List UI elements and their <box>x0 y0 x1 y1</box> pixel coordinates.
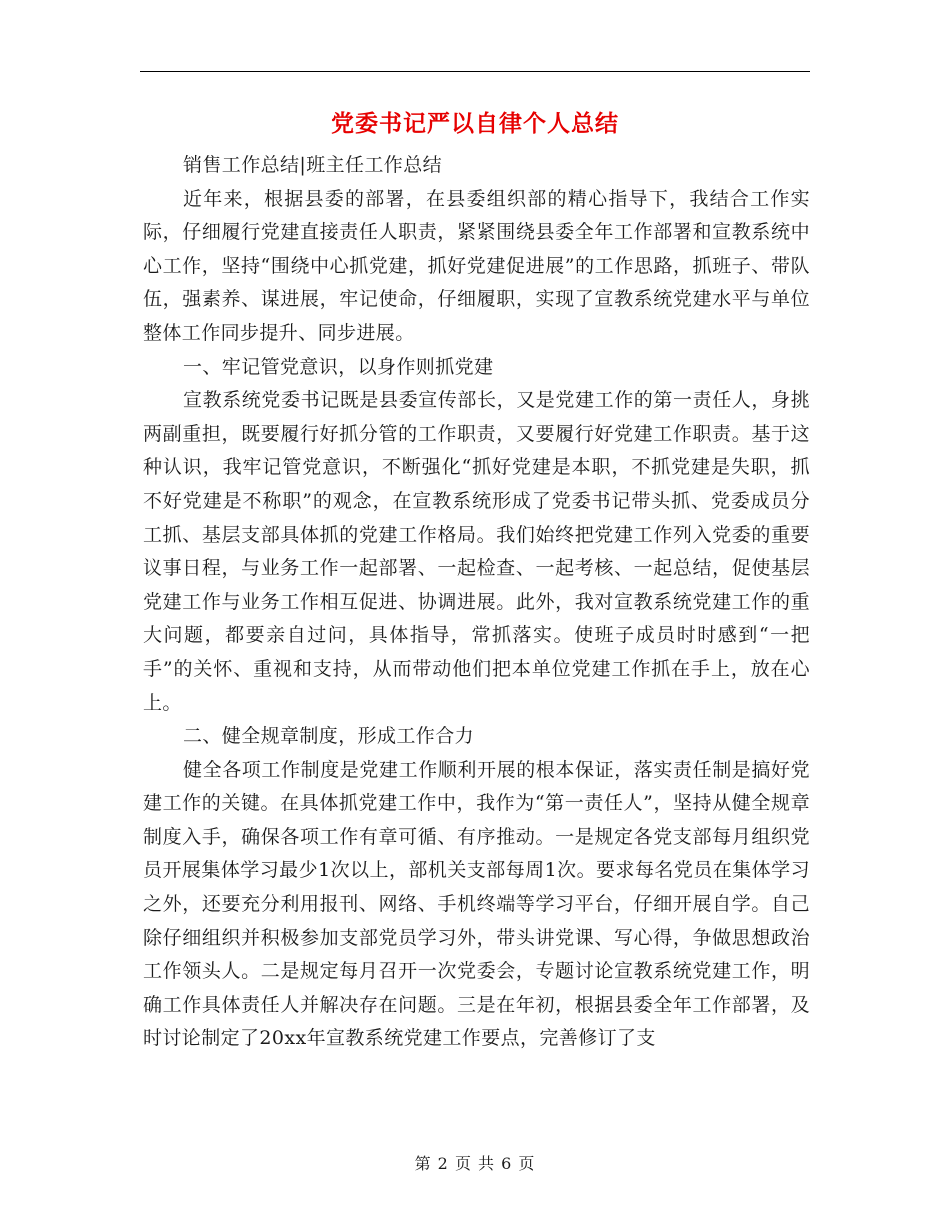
document-body <box>143 149 810 1056</box>
document-title: 党委书记严以自律个人总结 <box>331 110 619 137</box>
header-rule <box>140 71 810 72</box>
section-heading-2: 二、健全规章制度，形成工作合力 <box>183 725 475 748</box>
paragraph-intro: 近年来，根据县委的部署，在县委组织部的精心指导下，我结合工作实际，仔细履行党建直接责任人职责，紧紧围绕县委全年工作部署和宣教系统中心工作，坚持“围绕中心抓党建，抓好党建促进展”的工作思路，抓班子、带队伍，强素养、谋进展，牢记使命，仔细履职，实现了宣教系统党建水平与单位整体工作同步提升、同步进展。 <box>143 187 810 344</box>
page-number: 第 2 页 共 6 页 <box>414 1154 536 1173</box>
paragraph-section-2: 健全各项工作制度是党建工作顺利开展的根本保证，落实责任制是搞好党建工作的关键。在具体抓党建工作中，我作为“第一责任人”，坚持从健全规章制度入手，确保各项工作有章可循、有序推动。一是规定各党支部每月组织党员开展集体学习最少1次以上，部机关支部每周1次。要求每名党员在集体学习之外，还要充分利用报刊、网络、手机终端等学习平台，仔细开展自学。自己除仔细组织并积极参加支部党员学习外，带头讲党课、写心得，争做思想政治工作领头人。二是规定每月召开一次党委会，专题讨论宣教系统党建工作，明确工作具体责任人并解决存在问题。三是在年初，根据县委全年工作部署，及时讨论制定了20xx年宣教系统党建工作要点，完善修订了支 <box>143 758 810 1050</box>
subtitle-line: 销售工作总结|班主任工作总结 <box>183 154 443 176</box>
paragraph-section-1: 宣教系统党委书记既是县委宣传部长，又是党建工作的第一责任人，身挑两副重担，既要履行好抓分管的工作职责，又要履行好党建工作职责。基于这种认识，我牢记管党意识，不断强化“抓好党建是本职，不抓党建是失职，抓不好党建是不称职”的观念，在宣教系统形成了党委书记带头抓、党委成员分工抓、基层支部具体抓的党建工作格局。我们始终把党建工作列入党委的重要议事日程，与业务工作一起部署、一起检查、一起考核、一起总结，促使基层党建工作与业务工作相互促进、协调进展。此外，我对宣教系统党建工作的重大问题，都要亲自过问，具体指导，常抓落实。使班子成员时时感到“一把手”的关怀、重视和支持，从而带动他们把本单位党建工作抓在手上，放在心上。 <box>143 389 810 714</box>
section-heading-1: 一、牢记管党意识，以身作则抓党建 <box>183 355 494 378</box>
